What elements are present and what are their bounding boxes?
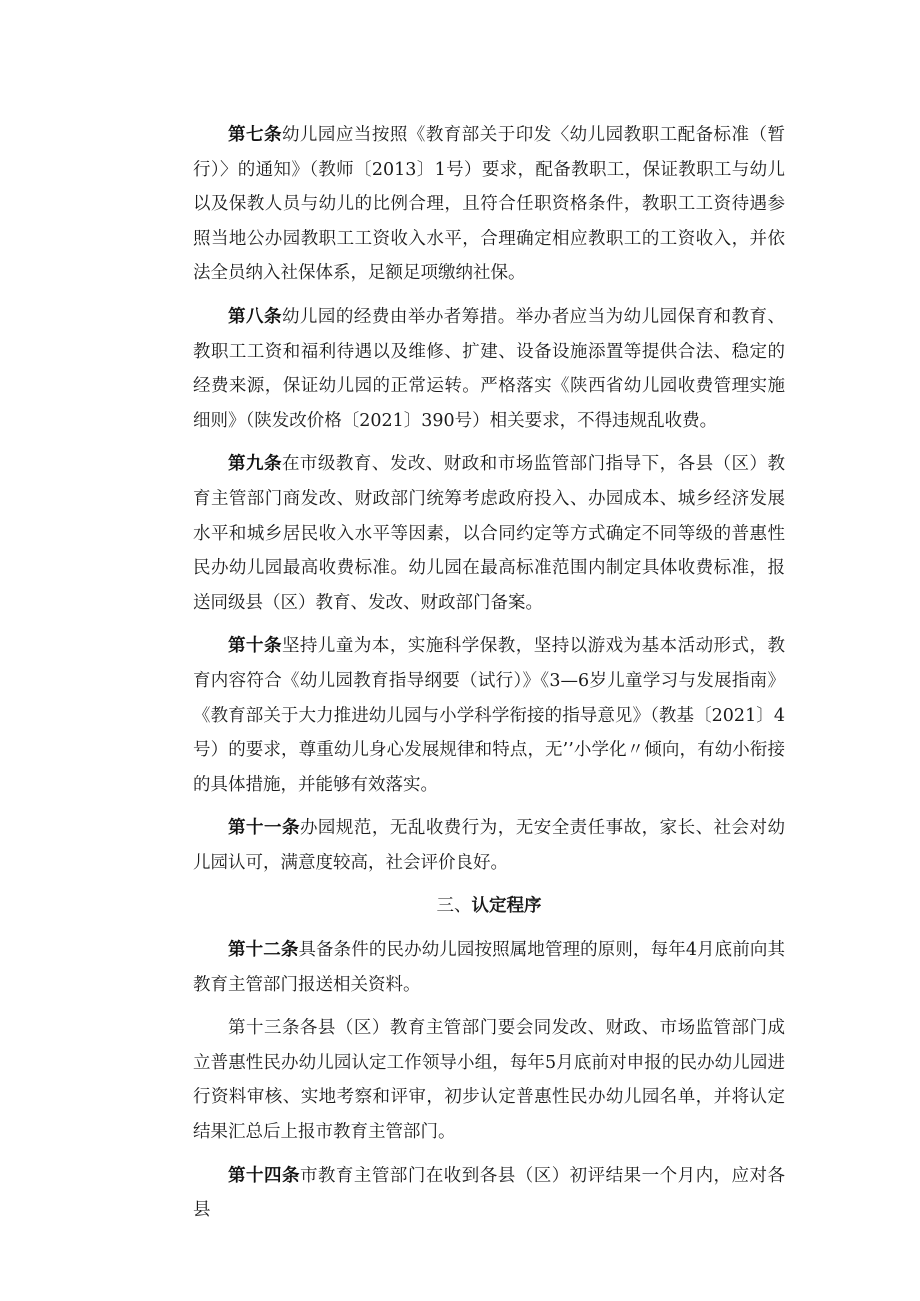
article-text: 坚持儿童为本，实施科学保教，坚持以游戏为基本活动形式，教育内容符合《幼儿园教育指导纲要（试行）》《3—6岁儿童学习与发展指南》《教育部关于大力推进幼儿园与小学科学衔接的指导意见》（教基〔2021〕4号）的要求，尊重幼儿身心发展规律和特点，无’’小学化〃倾向，有幼小衔接的具体措施，并能够有效落实。 — [193, 636, 786, 795]
article-12 — [193, 933, 785, 1002]
section-title: 认定程序 — [471, 896, 542, 917]
article-text: 幼儿园的经费由举办者筹措。举办者应当为幼儿园保育和教育、教职工工资和福利待遇以及维修、扩建、设备设施添置等提供合法、稳定的经费来源，保证幼儿园的正常运转。严格落实《陕西省幼儿园收费管理实施细则》（陕发改价格〔2021〕390号）相关要求，不得违规乱收费。 — [193, 306, 786, 431]
article-8 — [193, 300, 785, 438]
article-text: 市教育主管部门在收到各县（区）初评结果一个月内，应对各县 — [193, 1165, 786, 1221]
article-label: 第十二条 — [228, 940, 299, 961]
article-label: 第七条 — [228, 125, 282, 145]
article-9 — [193, 447, 785, 620]
article-13 — [193, 1011, 785, 1149]
section-heading — [193, 889, 785, 924]
article-label: 第十条 — [228, 636, 282, 657]
article-text: 在市级教育、发改、财政和市场监管部门指导下，各县（区）教育主管部门商发改、财政部门统筹考虑政府投入、办园成本、城乡经济发展水平和城乡居民收入水平等因素，以合同约定等方式确定不同等级的普惠性民办幼儿园最高收费标准。幼儿园在最高标准范围内制定具体收费标准，报送同级县（区）教育、发改、财政部门备案。 — [193, 454, 786, 613]
section-number: 三、 — [436, 896, 472, 917]
article-text: 幼儿园应当按照《教育部关于印发〈幼儿园教职工配备标准（暂行）〉的通知》（教师〔2013〕1号）要求，配备教职工，保证教职工与幼儿以及保教人员与幼儿的比例合理，且符合任职资格条件，教职工工资待遇参照当地公办园教职工工资收入水平，合理确定相应教职工的工资收入，并依法全员纳入社保体系，足额足项缴纳社保。 — [193, 125, 786, 284]
article-14 — [193, 1159, 785, 1228]
document-body — [193, 118, 785, 1237]
article-label: 第九条 — [228, 454, 282, 475]
article-11 — [193, 811, 785, 880]
article-text: 办园规范，无乱收费行为，无安全责任事故，家长、社会对幼儿园认可，满意度较高，社会评价良好。 — [193, 818, 786, 873]
article-text: 第十三条各县（区）教育主管部门要会同发改、财政、市场监管部门成立普惠性民办幼儿园认定工作领导小组，每年5月底前对申报的民办幼儿园进行资料审核、实地考察和评审，初步认定普惠性民办幼儿园名单，并将认定结果汇总后上报市教育主管部门。 — [193, 1018, 785, 1143]
article-label: 第八条 — [228, 306, 282, 327]
article-10 — [193, 629, 785, 802]
article-label: 第十四条 — [228, 1165, 300, 1186]
article-7 — [193, 118, 785, 291]
article-text: 具备条件的民办幼儿园按照属地管理的原则，每年4月底前向其教育主管部门报送相关资料。 — [193, 940, 785, 995]
article-label: 第十一条 — [228, 818, 300, 839]
